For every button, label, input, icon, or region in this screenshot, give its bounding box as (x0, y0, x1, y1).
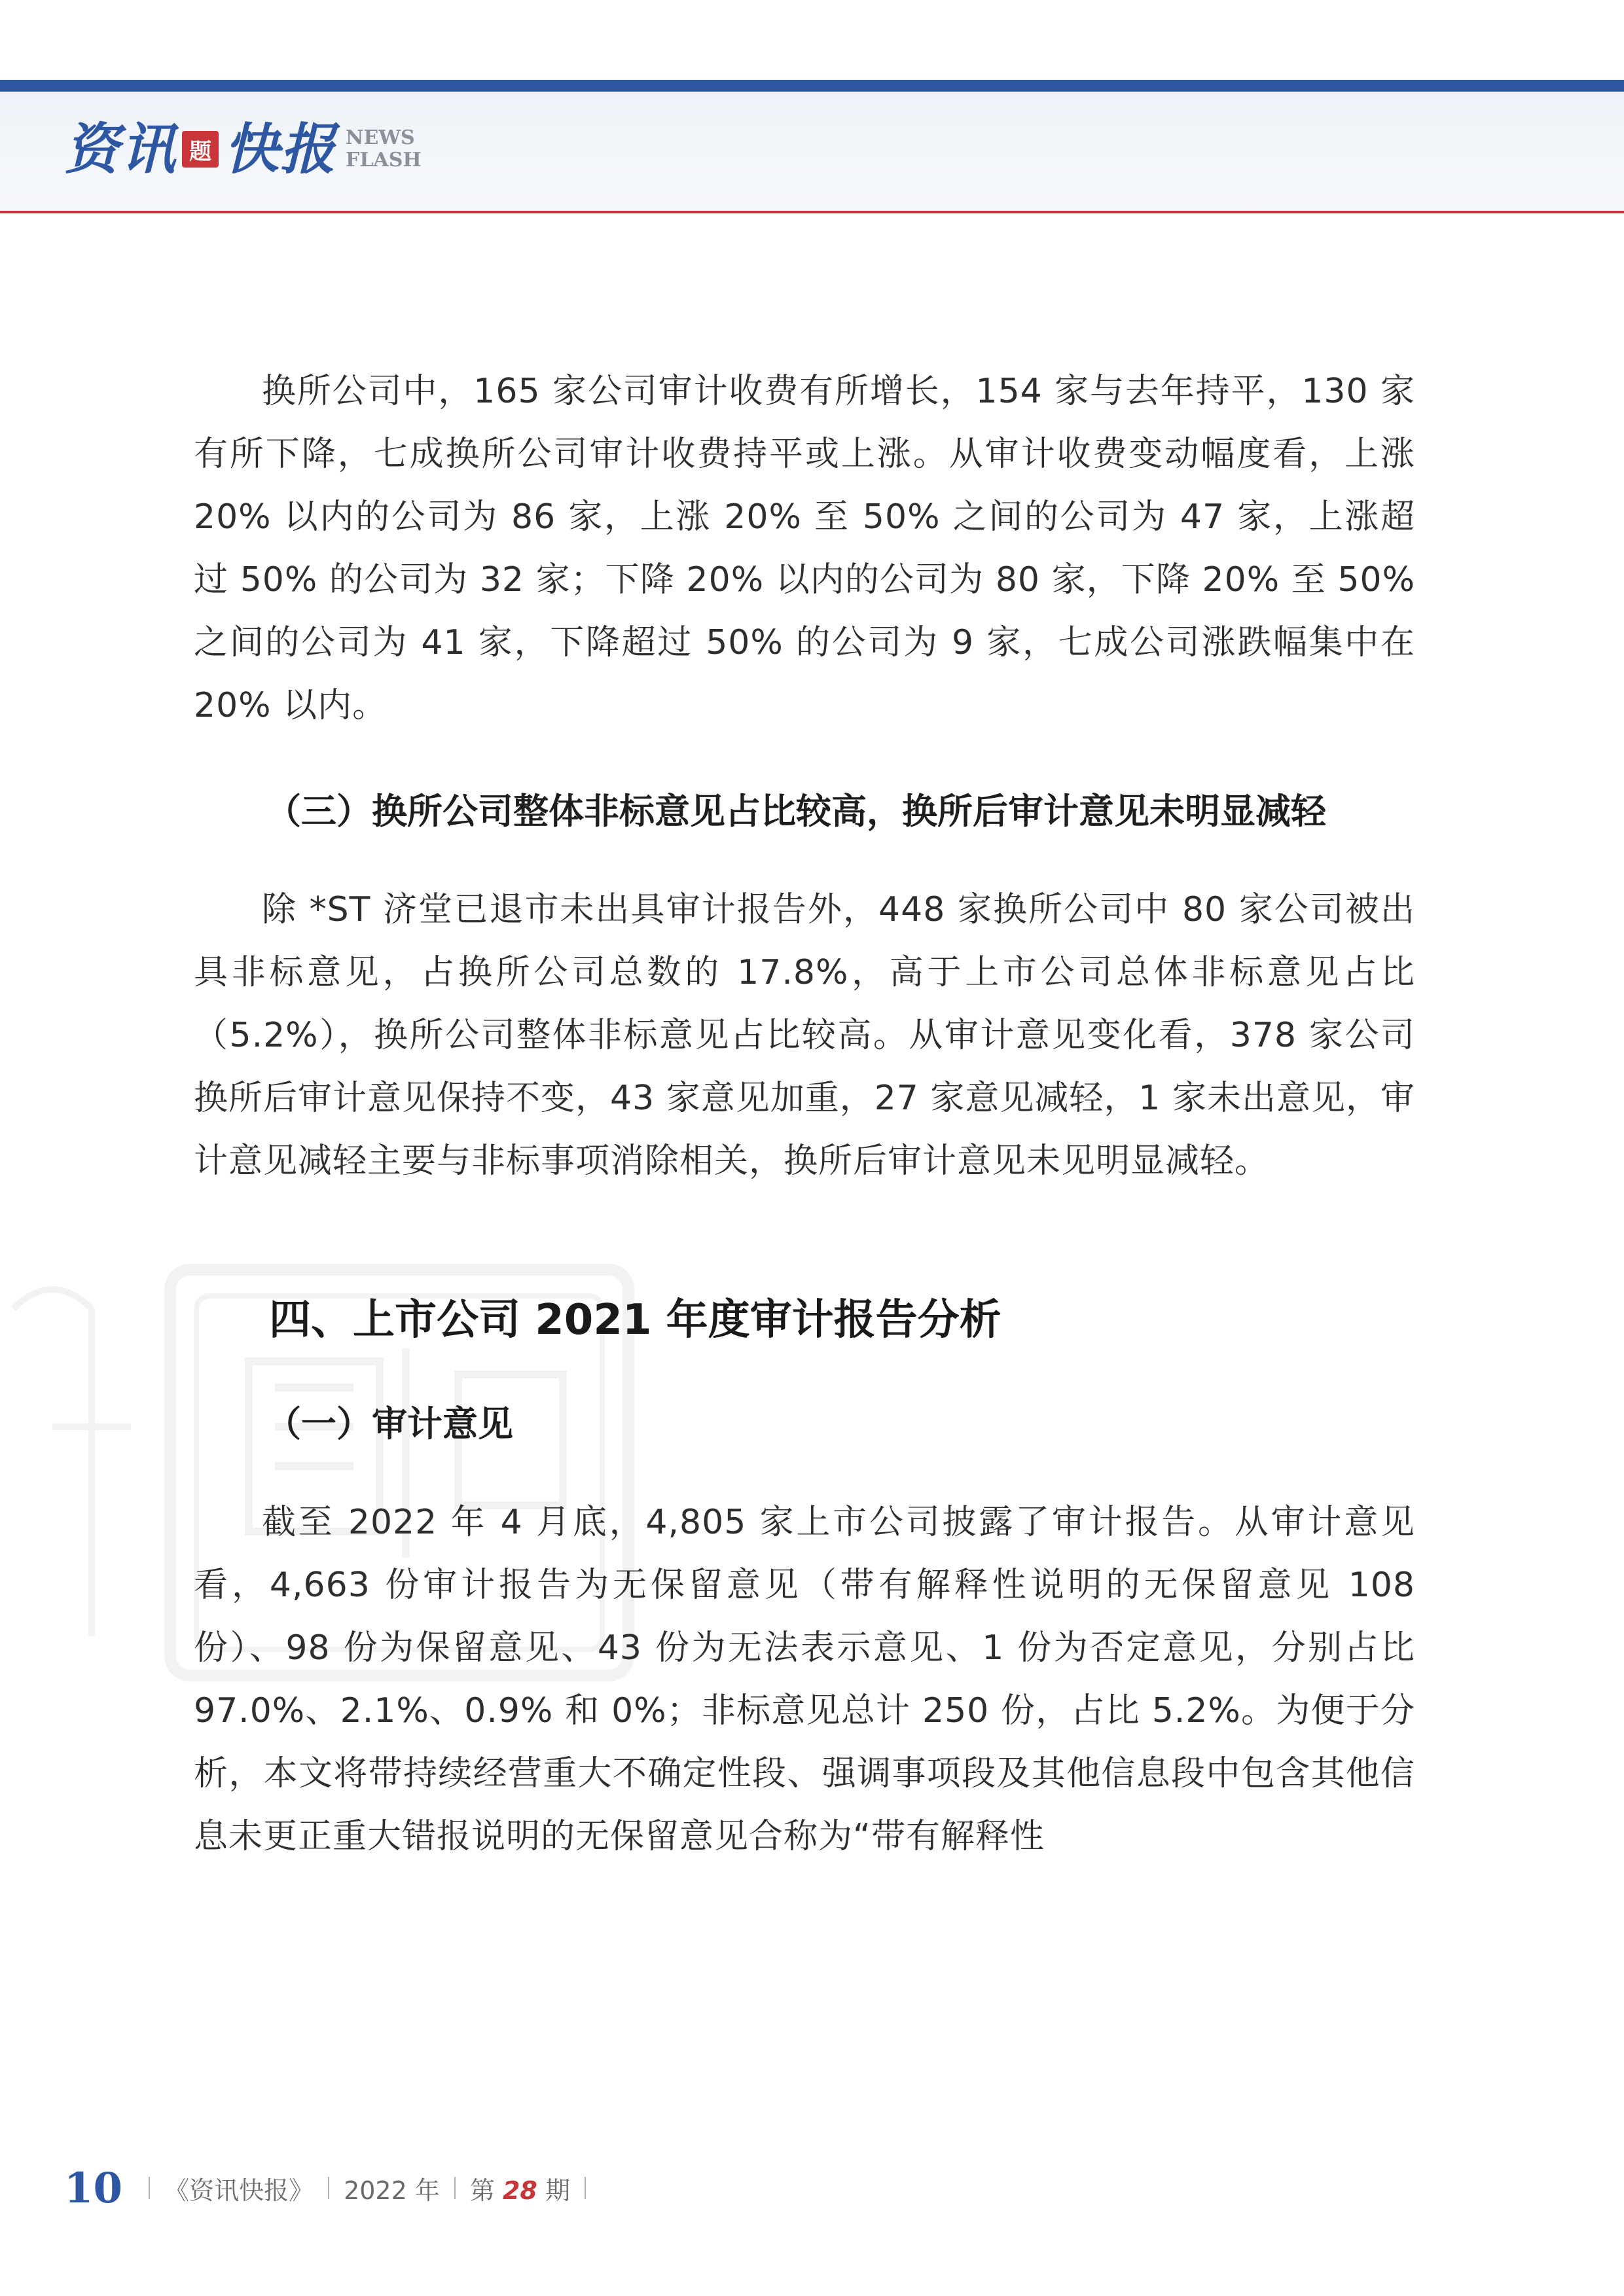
subheading-3: （三）换所公司整体非标意见占比较高，换所后审计意见未明显减轻 (266, 791, 1326, 832)
header-top-bar (0, 80, 1624, 92)
footer-divider (149, 2177, 150, 2199)
footer-publication: 《资讯快报》 (164, 2176, 314, 2205)
issue-number: 28 (502, 2176, 537, 2205)
logo-english (346, 127, 422, 171)
header-red-rule (0, 211, 1624, 213)
footer-issue (470, 2170, 570, 2206)
paragraph-non-standard-opinions: 除 *ST 济堂已退市未出具审计报告外，448 家换所公司中 80 家公司被出具非标意见，占换所公司总数的 17.8%，高于上市公司总体非标意见占比（5.2%），换所公司整体非标意见占比较高。从审计意见变化看，378 家公司换所后审计意见保持不变，43 家意见加重，27 家意见减轻，1 家未出意见，审计意见减轻主要与非标事项消除相关，换所后审计意见未见明显减轻。 (194, 890, 1416, 1181)
paragraph-fee-changes: 换所公司中，165 家公司审计收费有所增长，154 家与去年持平，130 家有所下降，七成换所公司审计收费持平或上涨。从审计收费变动幅度看，上涨 20% 以内的公司为 86 家，上涨 20% 至 50% 之间的公司为 47 家，上涨超过 50% 的公司为 32 家；下降 20% 以内的公司为 80 家，下降 20% 至 50% 之间的公司为 41 家，下降超过 50% 的公司为 9 家，七成公司涨跌幅集中在 20% 以内。 (194, 372, 1415, 725)
logo-seal-icon: 题 (182, 131, 219, 168)
logo-english-line-2: FLASH (346, 149, 422, 171)
logo-english-line-1: NEWS (346, 126, 415, 149)
issue-suffix: 期 (545, 2176, 570, 2205)
footer-divider (454, 2177, 456, 2199)
logo-title-left: 资讯 (64, 117, 177, 181)
footer-divider (585, 2177, 586, 2199)
subheading-4-1: （一）审计意见 (266, 1403, 513, 1444)
page-footer (64, 2159, 600, 2217)
masthead-logo (64, 110, 422, 188)
paragraph-audit-opinions: 截至 2022 年 4 月底，4,805 家上市公司披露了审计报告。从审计意见看，4,663 份审计报告为无保留意见（带有解释性说明的无保留意见 108 份）、98 份为保留意见、43 份为无法表示意见、1 份为否定意见，分别占比 97.0%、2.1%、0.9% 和 0%；非标意见总计 250 份，占比 5.2%。为便于分析，本文将带持续经营重大不确定性段、强调事项段及其他信息段中包含其他信息未更正重大错报说明的无保留意见合称为“带有解释性 (194, 1503, 1415, 1856)
footer-divider (328, 2177, 329, 2199)
section-title-4: 四、上市公司 2021 年度审计报告分析 (269, 1296, 1001, 1344)
article-body (194, 360, 1415, 1868)
footer-year: 2022 年 (344, 2176, 440, 2205)
page-number: 10 (64, 2163, 123, 2213)
logo-title-right: 快报 (224, 117, 337, 181)
issue-prefix: 第 (469, 2176, 495, 2205)
